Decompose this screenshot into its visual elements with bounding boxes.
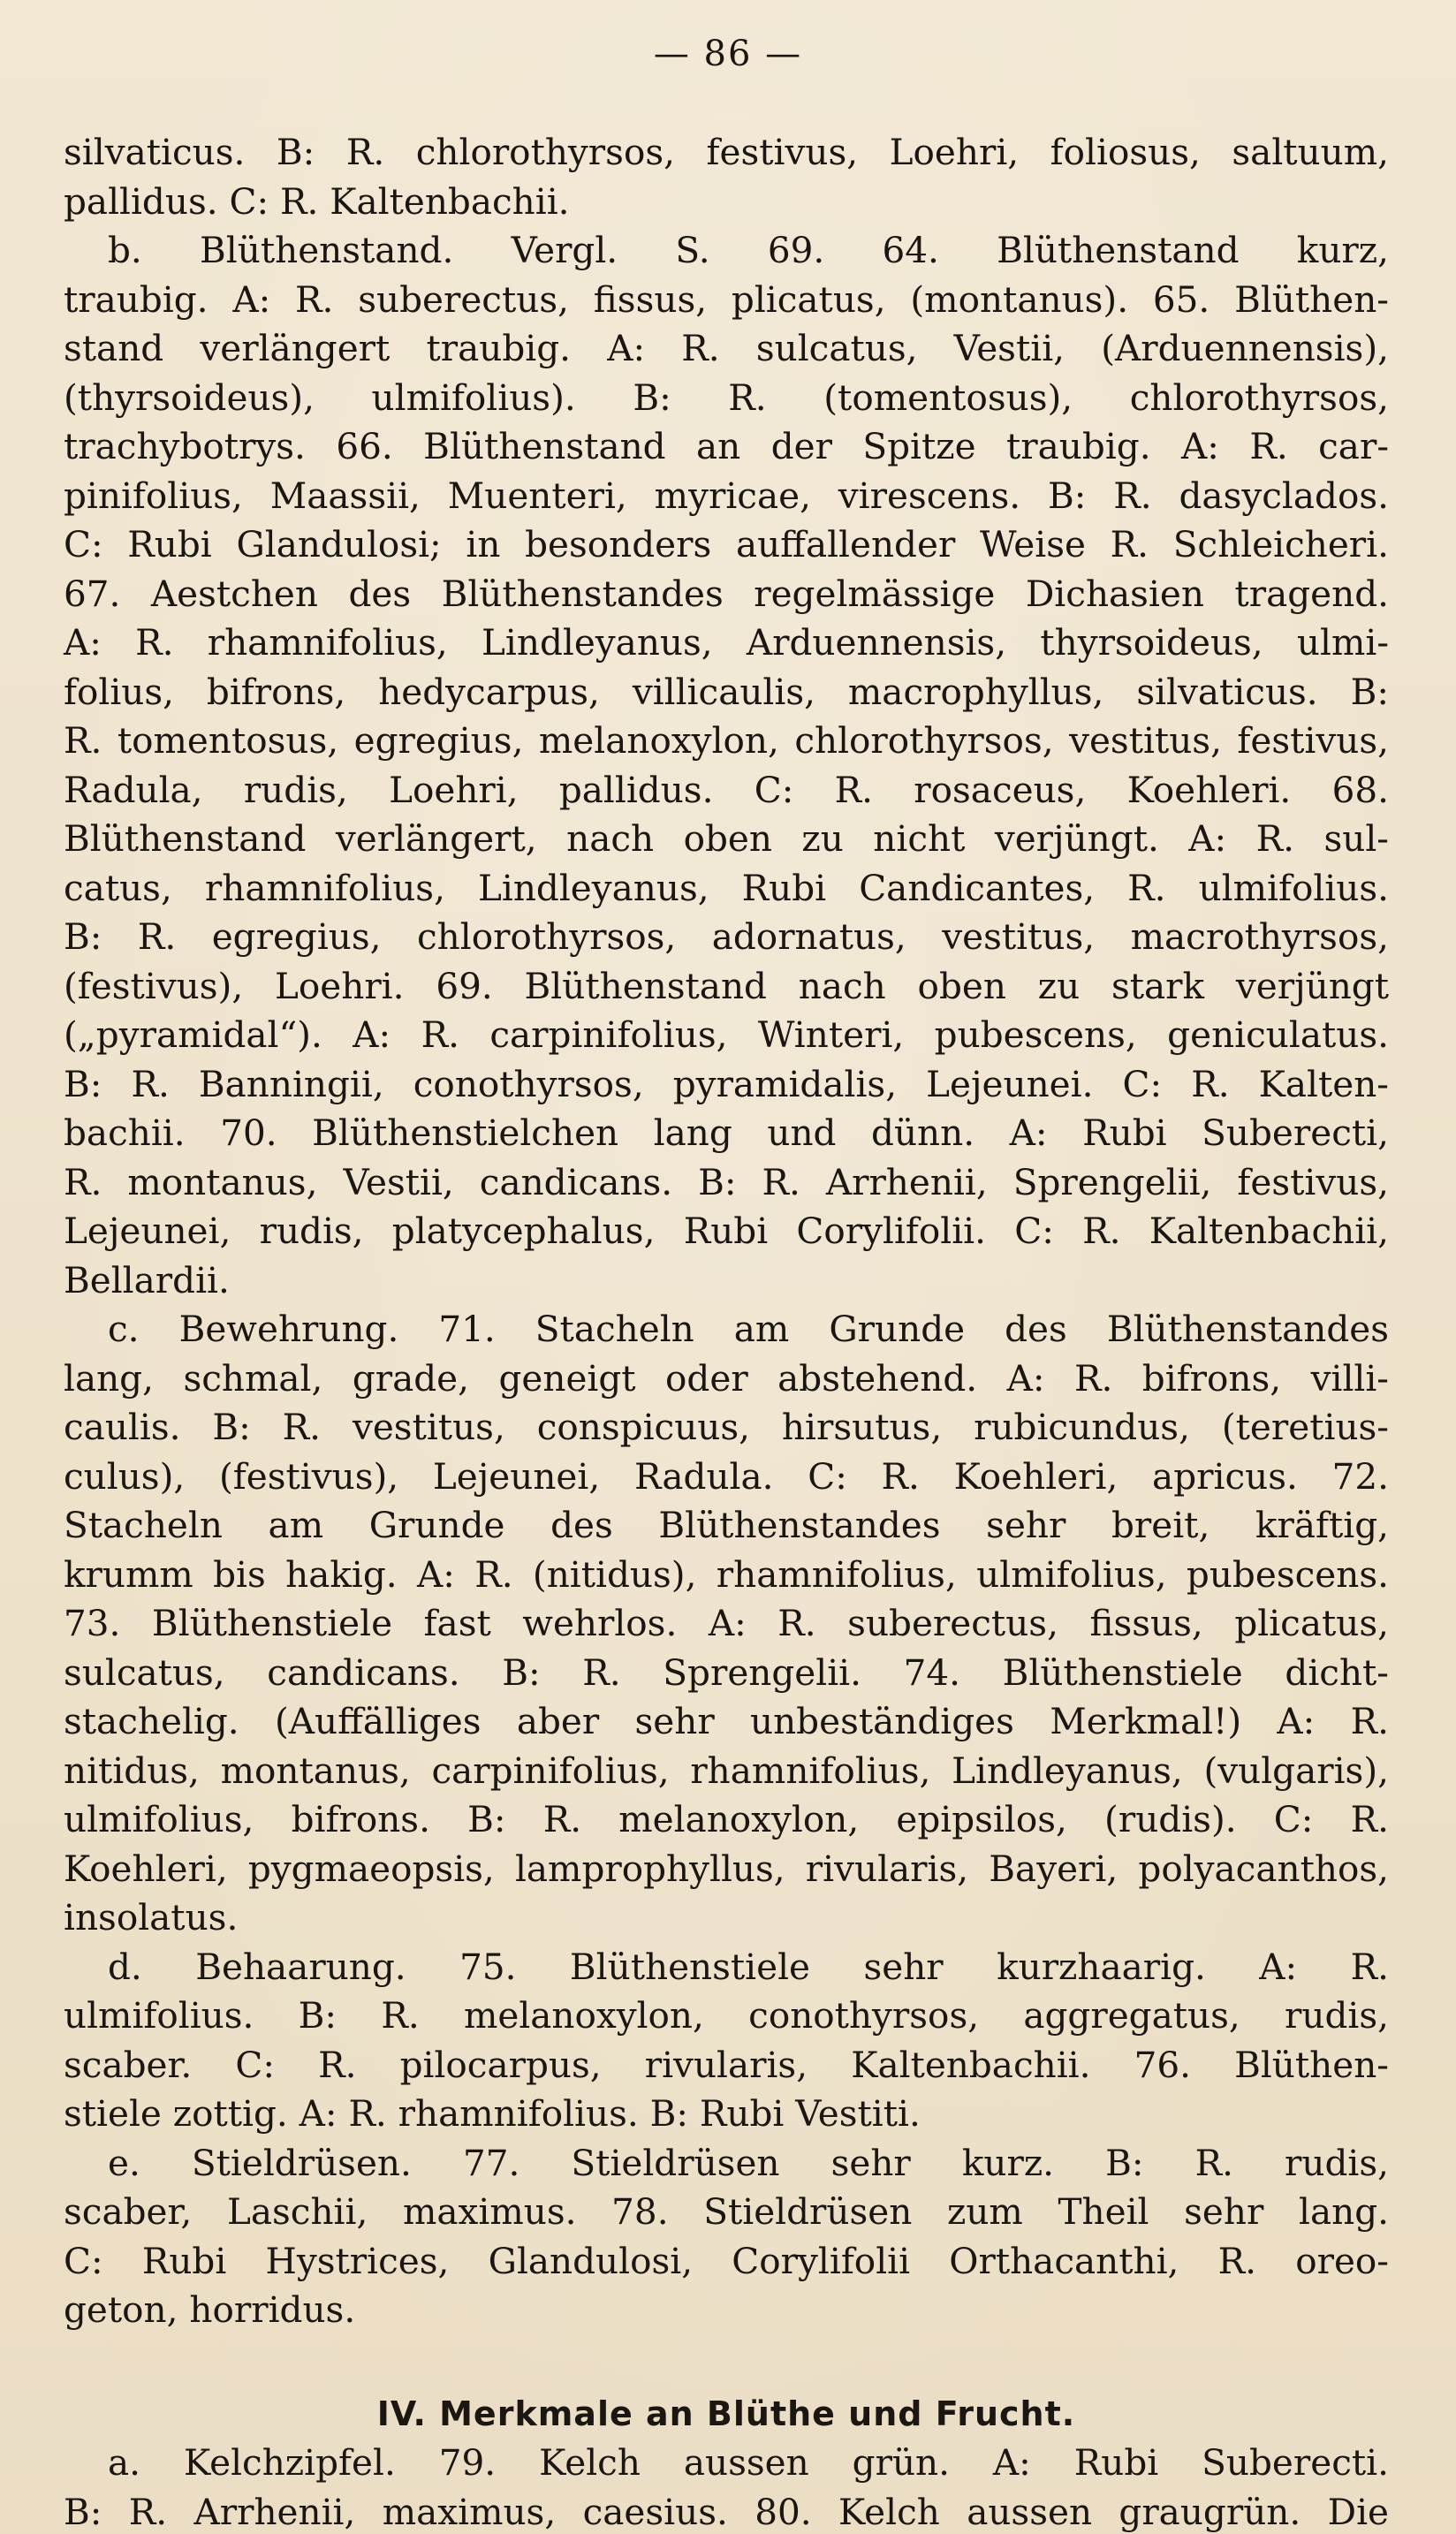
subsection-line-stalk-glands: e. Stieldrüsen. 77. Stieldrüsen sehr kurz. B: R. rudis, xyxy=(108,2141,1389,2184)
text-line: nitidus, montanus, carpinifolius, rhamnifolius, Lindleyanus, (vulgaris), xyxy=(64,1749,1389,1792)
text-line: caulis. B: R. vestitus, conspicuus, hirsutus, rubicundus, (teretius- xyxy=(64,1406,1389,1448)
text-line: folius, bifrons, hedycarpus, villicaulis, macrophyllus, silvaticus. B: xyxy=(64,670,1389,713)
text-line: 73. Blüthenstiele fast wehrlos. A: R. suberectus, fissus, plicatus, xyxy=(64,1602,1389,1644)
text-line: silvaticus. B: R. chlorothyrsos, festivus, Loehri, foliosus, saltuum, xyxy=(64,131,1389,173)
text-line: Bellardii. xyxy=(64,1258,230,1301)
text-line: scaber, Laschii, maximus. 78. Stieldrüsen zum Theil sehr lang. xyxy=(64,2190,1389,2233)
subsection-line-hairiness: d. Behaarung. 75. Blüthenstiele sehr kurzhaarig. A: R. xyxy=(108,1945,1389,1988)
text-line: B: R. egregius, chlorothyrsos, adornatus, vestitus, macrothyrsos, xyxy=(64,915,1389,958)
text-line: (festivus), Loehri. 69. Blüthenstand nach oben zu stark verjüngt xyxy=(64,964,1389,1007)
text-line: R. tomentosus, egregius, melanoxylon, chlorothyrsos, vestitus, festivus, xyxy=(64,719,1389,762)
text-line: Stacheln am Grunde des Blüthenstandes sehr breit, kräftig, xyxy=(64,1504,1389,1546)
text-line: pinifolius, Maassii, Muenteri, myricae, virescens. B: R. dasyclados. xyxy=(64,474,1389,517)
text-line: geton, horridus. xyxy=(64,2288,356,2331)
text-line: bachii. 70. Blüthenstielchen lang und dünn. A: Rubi Suberecti, xyxy=(64,1111,1389,1154)
text-line: ulmifolius, bifrons. B: R. melanoxylon, epipsilos, (rudis). C: R. xyxy=(64,1798,1389,1840)
section-spacer xyxy=(64,2335,1389,2390)
text-line: lang, schmal, grade, geneigt oder abstehend. A: R. bifrons, villi- xyxy=(64,1356,1389,1400)
text-line: catus, rhamnifolius, Lindleyanus, Rubi Candicantes, R. ulmifolius. xyxy=(64,866,1389,909)
text-line: stand verlängert traubig. A: R. sulcatus, Vestii, (Arduennensis), xyxy=(64,327,1389,369)
text-line: sulcatus, candicans. B: R. Sprengelii. 74. Blüthenstiele dicht- xyxy=(64,1650,1389,1694)
text-line: (thyrsoideus), ulmifolius). B: R. (tomentosus), chlorothyrsos, xyxy=(64,376,1389,419)
text-line: C: Rubi Hystrices, Glandulosi, Corylifolii Orthacanthi, R. oreo- xyxy=(64,2239,1389,2282)
text-line: pallidus. C: R. Kaltenbachii. xyxy=(64,179,570,223)
subsection-line-armature: c. Bewehrung. 71. Stacheln am Grunde des Blüthenstandes xyxy=(108,1308,1389,1350)
text-line: traubig. A: R. suberectus, fissus, plicatus, (montanus). 65. Blüthen- xyxy=(64,277,1389,321)
body-text xyxy=(64,128,1389,2534)
text-line: stiele zottig. A: R. rhamnifolius. B: Rubi Vestiti. xyxy=(64,2092,921,2135)
text-line: stachelig. (Auffälliges aber sehr unbeständiges Merkmal!) A: R. xyxy=(64,1700,1389,1742)
text-line: trachybotrys. 66. Blüthenstand an der Spitze traubig. A: R. car- xyxy=(64,425,1389,467)
text-line: krumm bis hakig. A: R. (nitidus), rhamnifolius, ulmifolius, pubescens. xyxy=(64,1552,1389,1596)
text-line: Radula, rudis, Loehri, pallidus. C: R. rosaceus, Koehleri. 68. xyxy=(64,768,1389,811)
text-line: R. montanus, Vestii, candicans. B: R. Arrhenii, Sprengelii, festivus, xyxy=(64,1160,1389,1203)
text-line: Lejeunei, rudis, platycephalus, Rubi Corylifolii. C: R. Kaltenbachii, xyxy=(64,1210,1389,1252)
subsection-line-calyx: a. Kelchzipfel. 79. Kelch aussen grün. A: Rubi Suberecti. xyxy=(108,2441,1389,2484)
text-line: („pyramidal“). A: R. carpinifolius, Winteri, pubescens, geniculatus. xyxy=(64,1013,1389,1056)
text-line: B: R. Arrhenii, maximus, caesius. 80. Kelch aussen graugrün. Die xyxy=(64,2490,1389,2533)
page-number: — 86 — xyxy=(653,34,803,74)
text-line: insolatus. xyxy=(64,1896,239,1938)
section-heading: IV. Merkmale an Blüthe und Frucht. xyxy=(376,2394,1076,2433)
text-line: C: Rubi Glandulosi; in besonders auffallender Weise R. Schleicheri. xyxy=(64,523,1389,565)
text-line: scaber. C: R. pilocarpus, rivularis, Kaltenbachii. 76. Blüthen- xyxy=(64,2043,1389,2086)
text-line: ulmifolius. B: R. melanoxylon, conothyrsos, aggregatus, rudis, xyxy=(64,1994,1389,2037)
subsection-line-inflorescence: b. Blüthenstand. Vergl. S. 69. 64. Blüthenstand kurz, xyxy=(108,229,1389,271)
text-line: Blüthenstand verlängert, nach oben zu nicht verjüngt. A: R. sul- xyxy=(64,817,1389,860)
text-line: A: R. rhamnifolius, Lindleyanus, Arduennensis, thyrsoideus, ulmi- xyxy=(64,621,1389,664)
text-line: 67. Aestchen des Blüthenstandes regelmässige Dichasien tragend. xyxy=(64,572,1389,615)
text-line: Koehleri, pygmaeopsis, lamprophyllus, rivularis, Bayeri, polyacanthos, xyxy=(64,1847,1389,1890)
text-line: culus), (festivus), Lejeunei, Radula. C: R. Koehleri, apricus. 72. xyxy=(64,1454,1389,1498)
text-line: B: R. Banningii, conothyrsos, pyramidalis, Lejeunei. C: R. Kalten- xyxy=(64,1062,1389,1105)
